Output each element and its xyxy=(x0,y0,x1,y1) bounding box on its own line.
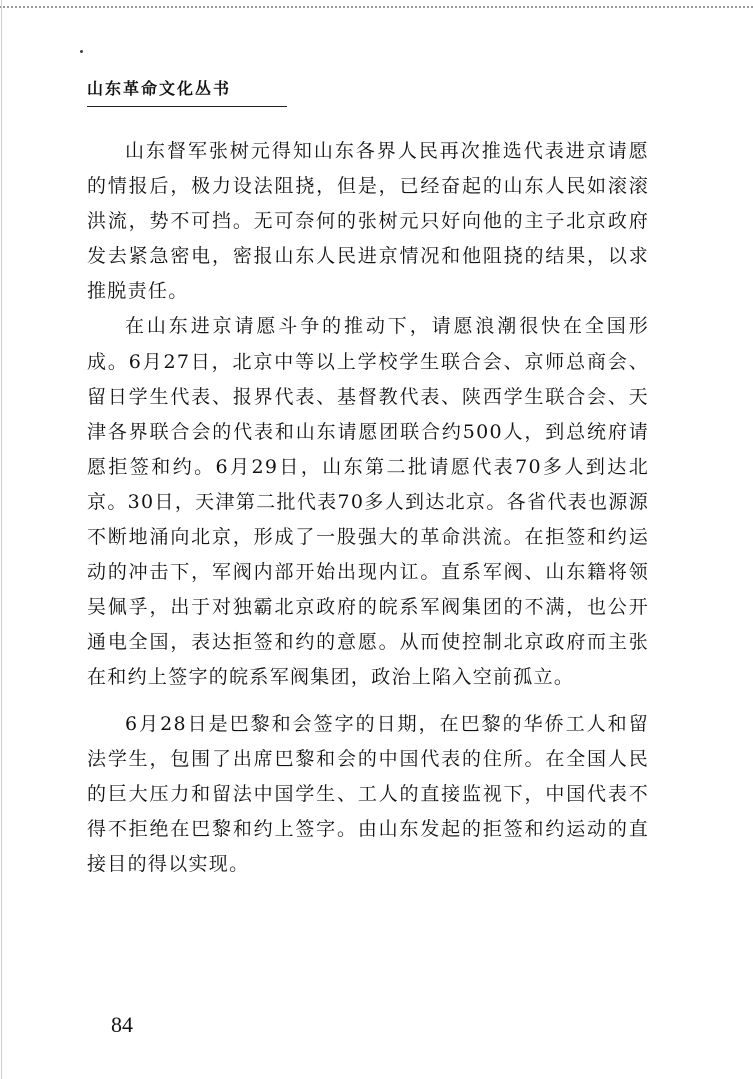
left-scan-edge xyxy=(1,0,2,1079)
series-title: 山东革命文化丛书 xyxy=(87,79,232,98)
scan-speck xyxy=(80,50,83,53)
running-header xyxy=(87,78,287,107)
body-text xyxy=(87,134,649,882)
paragraph-2: 在山东进京请愿斗争的推动下，请愿浪潮很快在全国形成。6月27日，北京中等以上学校学生联合会、京师总商会、留日学生代表、报界代表、基督教代表、陕西学生联合会、天津各界联合会的代表和山东请愿团联合约500人，到总统府请愿拒签和约。6月29日，山东第二批请愿代表70多人到达北京。30日，天津第二批代表70多人到达北京。各省代表也源源不断地涌向北京，形成了一股强大的革命洪流。在拒签和约运动的冲击下，军阀内部开始出现内讧。直系军阀、山东籍将领吴佩孚，出于对独霸北京政府的皖系军阀集团的不满，也公开通电全国，表达拒签和约的意愿。从而使控制北京政府而主张在和约上签字的皖系军阀集团，政治上陷入空前孤立。 xyxy=(87,315,649,689)
top-scan-edge xyxy=(0,6,753,8)
page-number: 84 xyxy=(111,1012,133,1037)
header-underline xyxy=(87,106,287,107)
paragraph-3: 6月28日是巴黎和会签字的日期，在巴黎的华侨工人和留法学生，包围了出席巴黎和会的中国代表的住所。在全国人民的巨大压力和留法中国学生、工人的直接监视下，中国代表不得不拒绝在巴黎和约上签字。由山东发起的拒签和约运动的直接目的得以实现。 xyxy=(87,712,649,875)
paragraph-1: 山东督军张树元得知山东各界人民再次推选代表进京请愿的情报后，极力设法阻挠，但是，已经奋起的山东人民如滚滚洪流，势不可挡。无可奈何的张树元只好向他的主子北京政府发去紧急密电，密报山东人民进京情况和他阻挠的结果，以求推脱责任。 xyxy=(87,140,649,303)
